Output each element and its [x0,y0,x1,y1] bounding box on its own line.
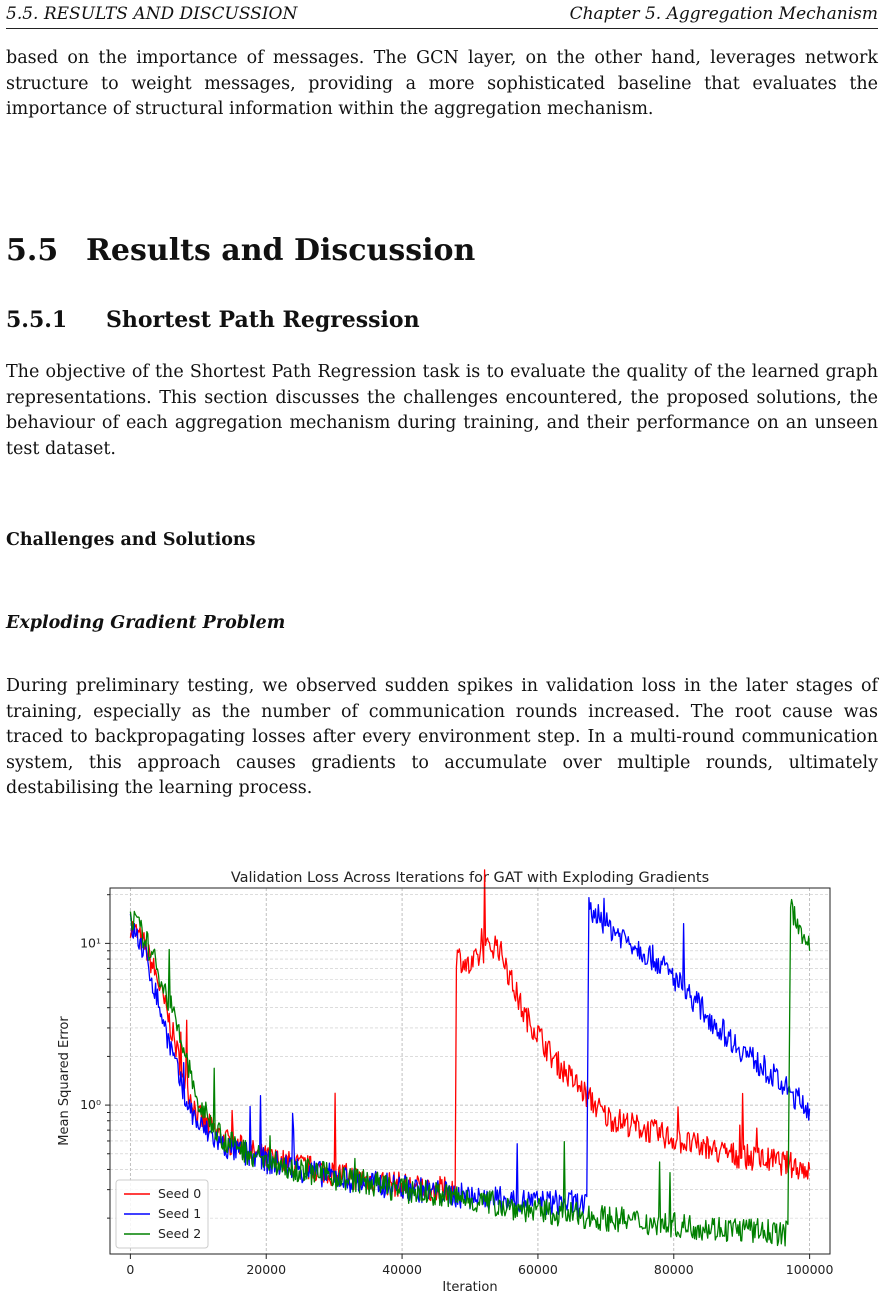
chart-legend [116,1180,208,1248]
series-line-2 [130,900,809,1246]
subsection-title: Shortest Path Regression [106,307,420,333]
running-header [6,4,878,28]
x-tick-label: 80000 [653,1262,694,1277]
subsubsection-heading: Challenges and Solutions [6,530,256,550]
intro-paragraph: based on the importance of messages. The GCN layer, on the other hand, leverages network structure to weight messages, providing a more sophisticated baseline that evaluates the importance of structural information within the aggregation mechanism. [6,48,878,119]
paragraph-heading: Exploding Gradient Problem [6,613,286,633]
validation-loss-figure [48,860,888,1298]
chart-title: Validation Loss Across Iterations for GAT with Exploding Gradients [230,870,710,886]
y-tick-label: 10¹ [80,935,101,951]
exploding-gradient-paragraph: During preliminary testing, we observed sudden spikes in validation loss in the later stages of training, especially as the number of communication rounds increased. The root cause was traced to backpropagating losses after every environment step. In a multi-round communication system, this approach causes gradients to accumulate over multiple rounds, ultimately destabilising the learning process. [6,676,878,798]
section-heading [6,233,475,268]
header-rule [6,28,878,29]
legend-label: Seed 0 [158,1186,202,1201]
x-tick-label: 60000 [518,1262,558,1277]
subsection-number: 5.5.1 [6,307,68,333]
legend-label: Seed 2 [158,1226,202,1241]
series-line-1 [130,898,809,1217]
validation-loss-chart [48,860,888,1298]
x-tick-label: 20000 [246,1262,287,1277]
x-tick-label: 0 [126,1262,135,1277]
legend-label: Seed 1 [158,1206,202,1221]
series-line-0 [130,870,809,1202]
running-header-section: 5.5. RESULTS AND DISCUSSION [6,4,298,24]
x-axis-label: Iteration [442,1280,498,1295]
x-tick-label: 40000 [382,1262,422,1277]
y-tick-label: 10⁰ [80,1097,101,1113]
subsection-paragraph: The objective of the Shortest Path Regression task is to evaluate the quality of the learned graph representations. This section discusses the challenges encountered, the proposed solutions, the behaviour of each aggregation mechanism during training, and their performance on an unseen test dataset. [6,362,878,459]
running-header-chapter: Chapter 5. Aggregation Mechanism [569,4,878,24]
x-tick-label: 100000 [785,1262,834,1277]
section-number: 5.5 [6,233,59,268]
subsection-heading [6,307,420,333]
y-axis-label: Mean Squared Error [57,1016,72,1146]
section-title: Results and Discussion [86,233,476,268]
